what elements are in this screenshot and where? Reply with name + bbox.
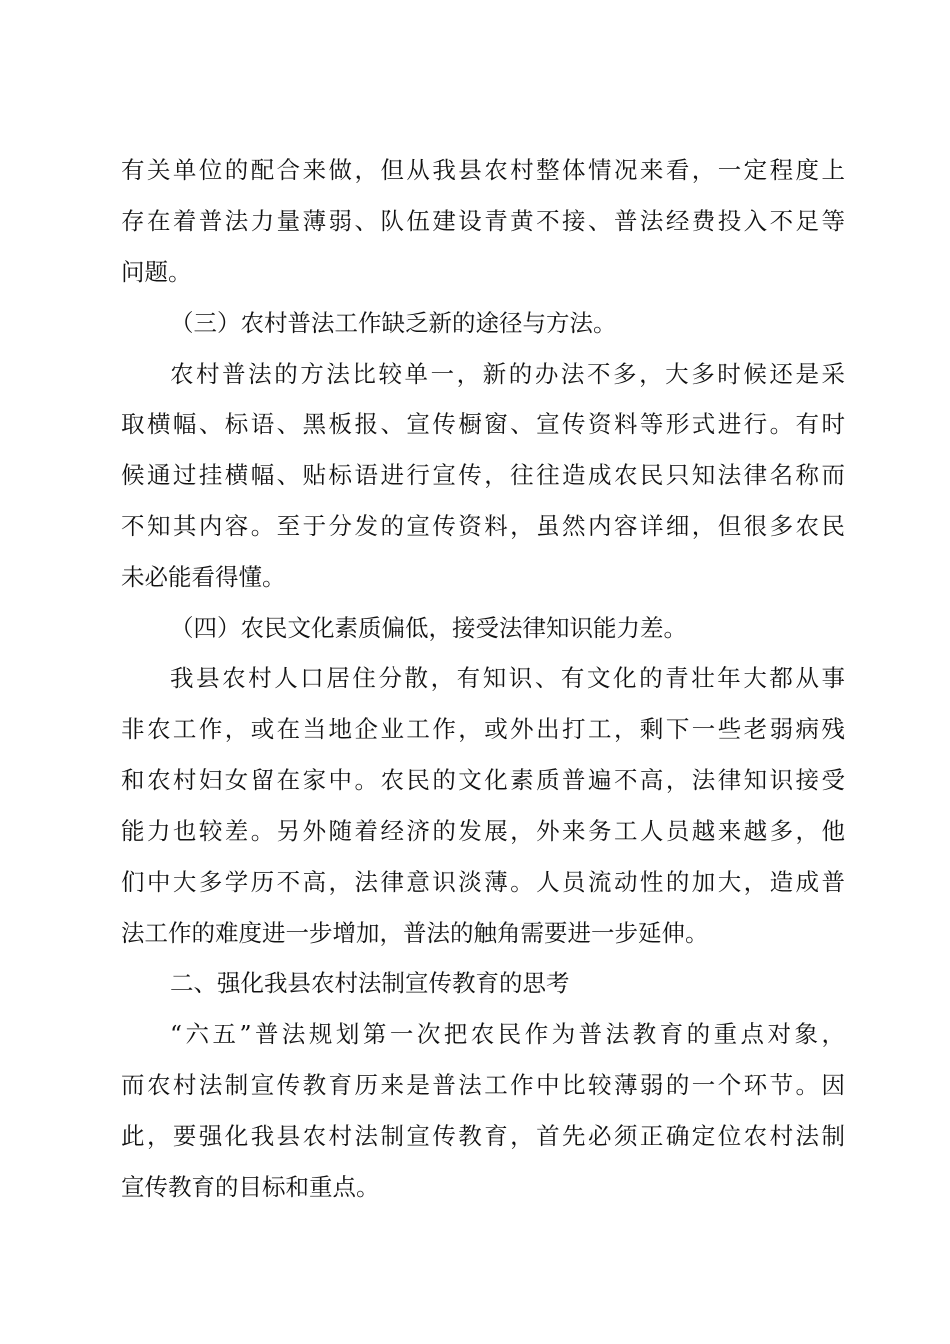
text-line: 未必能看得懂。 [121,563,286,591]
text-line: 候通过挂横幅、贴标语进行宣传，往往造成农民只知法律名称而 [121,461,845,489]
text-line: 们中大多学历不高，法律意识淡薄。人员流动性的加大，造成普 [121,868,845,896]
text-line: 和农村妇女留在家中。农民的文化素质普遍不高，法律知识接受 [121,766,845,794]
text-line: 而农村法制宣传教育历来是普法工作中比较薄弱的一个环节。因 [121,1071,845,1099]
text-line: 我县农村人口居住分散，有知识、有文化的青壮年大都从事 [170,664,845,692]
text-line: 农村普法的方法比较单一，新的办法不多，大多时候还是采 [170,360,845,388]
section-heading: （三）农村普法工作缺乏新的途径与方法。 [170,309,617,337]
text-line: 宣传教育的目标和重点。 [121,1173,380,1201]
text-line: 有关单位的配合来做，但从我县农村整体情况来看，一定程度上 [121,156,845,184]
text-line: 不知其内容。至于分发的宣传资料，虽然内容详细，但很多农民 [121,512,845,540]
text-line: 法工作的难度进一步增加，普法的触角需要进一步延伸。 [121,919,709,947]
text-line: “六五”普法规划第一次把农民作为普法教育的重点对象， [170,1020,845,1048]
text-line: 取横幅、标语、黑板报、宣传橱窗、宣传资料等形式进行。有时 [121,410,845,438]
text-line: 非农工作，或在当地企业工作，或外出打工，剩下一些老弱病残 [121,715,845,743]
text-line: 存在着普法力量薄弱、队伍建设青黄不接、普法经费投入不足等 [121,207,845,235]
section-heading: （四）农民文化素质偏低，接受法律知识能力差。 [170,614,687,642]
text-line: 问题。 [121,258,192,286]
text-line: 能力也较差。另外随着经济的发展，外来务工人员越来越多，他 [121,817,845,845]
text-line: 此，要强化我县农村法制宣传教育，首先必须正确定位农村法制 [121,1122,845,1150]
section-heading: 二、强化我县农村法制宣传教育的思考 [170,969,570,997]
